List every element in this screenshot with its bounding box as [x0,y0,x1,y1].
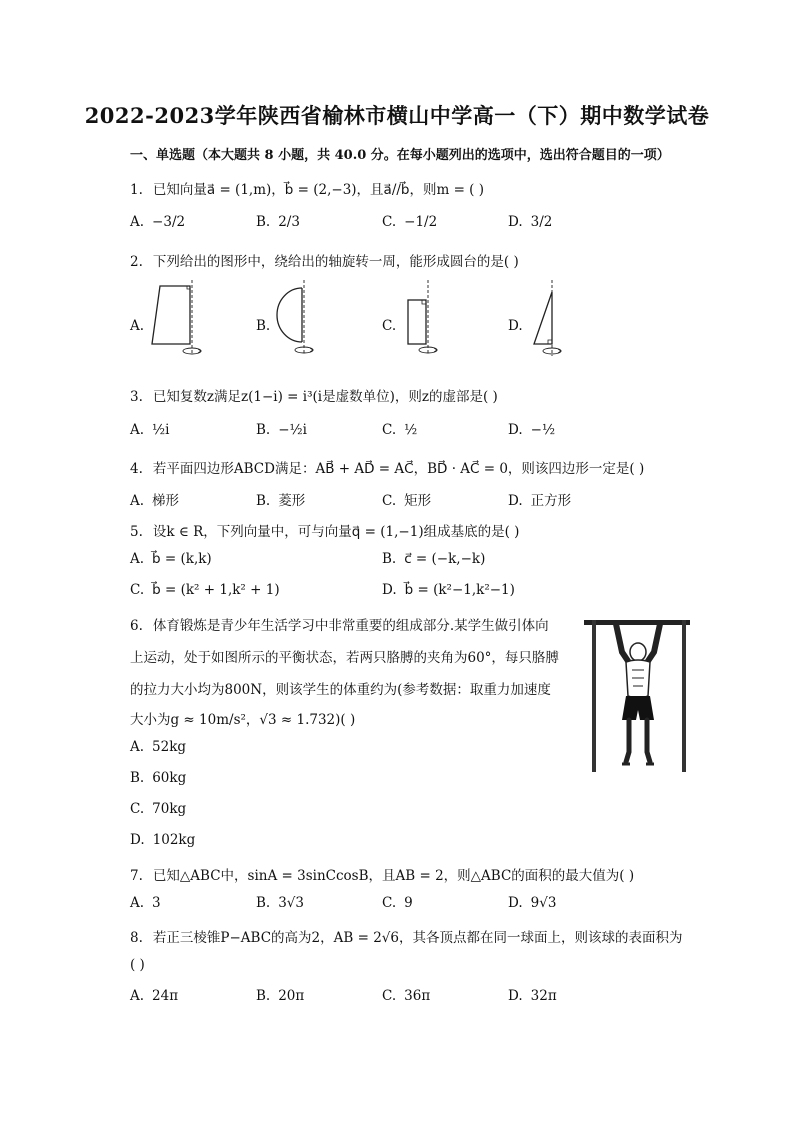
option-d[interactable]: D. 102kg [130,832,196,848]
option-c[interactable]: C. 36π [382,988,431,1004]
question-8-line-1: 8. 若正三棱锥P−ABC的高为2，AB = 2√6，其各顶点都在同一球面上，则该球的表面积为 [130,930,683,946]
option-b[interactable]: B. −½i [256,422,307,438]
question-2: 2. 下列给出的图形中，绕给出的轴旋转一周，能形成圆台的是( ) [130,254,519,270]
question-6-line-2: 上运动，处于如图所示的平衡状态，若两只胳膊的夹角为60°，每只胳膊 [130,650,559,666]
question-8-line-2: ( ) [130,957,145,973]
option-c[interactable]: C. 70kg [130,801,187,817]
option-b[interactable]: B. c⃗ = (−k,−k) [382,551,486,567]
option-a[interactable]: A. 梯形 [130,493,180,509]
option-a[interactable]: A. −3/2 [130,214,186,230]
option-c[interactable]: C. −1/2 [382,214,438,230]
option-c[interactable]: C. ½ [382,422,418,438]
option-d[interactable]: D. 3/2 [508,214,553,230]
option-b[interactable]: B. 60kg [130,770,187,786]
option-c[interactable]: C. [382,318,397,334]
question-text: 已知向量a⃗ = (1,m)，b⃗ = (2,−3)，且a⃗//b⃗，则m = ( ) [152,182,485,198]
question-6-line-4: 大小为g ≈ 10m/s²，√3 ≈ 1.732)( ) [130,712,356,728]
page-title: 2022-2023学年陕西省榆林市横山中学高一（下）期中数学试卷 [84,103,710,128]
question-5-options-row1 [130,551,690,573]
question-number: 1. [130,182,143,198]
figure-a-trapezoid [150,278,210,360]
question-1 [130,178,484,198]
question-7: 7. 已知△ABC中，sinA = 3sinCcosB，且AB = 2，则△ABC的面积的最大值为( ) [130,868,635,884]
option-b[interactable]: B. [256,318,271,334]
option-d[interactable]: D. 正方形 [508,493,572,509]
question-5: 5. 设k ∈ R，下列向量中，可与向量q⃗ = (1,−1)组成基底的是( ) [130,524,520,540]
option-d[interactable]: D. 32π [508,988,557,1004]
option-b[interactable]: B. 2/3 [256,214,300,230]
question-6-line-3: 的拉力大小均为800N，则该学生的体重约为(参考数据：取重力加速度 [130,682,551,698]
figure-b-semicircle [276,278,336,360]
option-a[interactable]: A. 24π [130,988,179,1004]
option-a[interactable]: A. [130,318,145,334]
option-a[interactable]: A. 3 [130,895,161,911]
option-a[interactable]: A. 52kg [130,739,187,755]
question-3-options [130,422,690,444]
section-heading: 一、单选题（本大题共 8 小题，共 40.0 分。在每小题列出的选项中，选出符合题目的一项） [130,148,670,163]
option-d[interactable]: D. b⃗ = (k²−1,k²−1) [382,582,515,598]
option-a[interactable]: A. b⃗ = (k,k) [130,551,212,567]
option-c[interactable]: C. 9 [382,895,413,911]
question-8-options [130,988,690,1010]
option-c[interactable]: C. 矩形 [382,493,432,509]
question-7-options [130,895,690,917]
option-d[interactable]: D. [508,318,523,334]
option-d[interactable]: D. −½ [508,422,556,438]
question-3: 3. 已知复数z满足z(1−i) = i³(i是虚数单位)，则z的虚部是( ) [130,389,498,405]
figure-d-triangle [526,278,586,360]
question-5-options-row2 [130,582,690,604]
option-d[interactable]: D. 9√3 [508,895,557,911]
question-4-options [130,489,690,511]
option-a[interactable]: A. ½i [130,422,170,438]
option-b[interactable]: B. 菱形 [256,493,306,509]
option-b[interactable]: B. 20π [256,988,305,1004]
question-1-options [130,214,690,236]
option-c[interactable]: C. b⃗ = (k² + 1,k² + 1) [130,582,280,598]
figure-c-rectangle [400,278,460,360]
pull-up-athlete-figure [582,612,694,774]
question-4: 4. 若平面四边形ABCD满足：AB⃗ + AD⃗ = AC⃗，BD⃗ · AC⃗ = 0，则该四边形一定是( ) [130,461,645,477]
option-b[interactable]: B. 3√3 [256,895,304,911]
question-6-line-1: 6. 体育锻炼是青少年生活学习中非常重要的组成部分.某学生做引体向 [130,618,549,634]
